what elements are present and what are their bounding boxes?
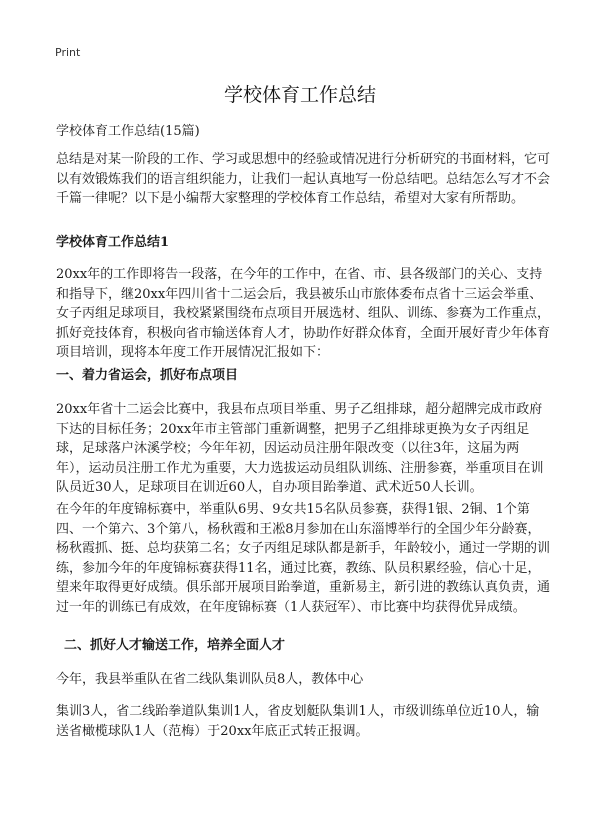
heading-2: 二、抓好人才输送工作，培养全面人才	[64, 638, 286, 653]
body-paragraph-3: 在今年的年度锦标赛中，举重队6男、9女共15名队员参赛，获得1银、2铜、1个第四、一个第六、3个第八，杨秋霞和王凇8月参加在山东淄博举行的全国少年分龄赛，杨秋霞抓、挺、总均获第二名；女子丙组足球队都是新手，年龄较小，通过一学期的训练，参加今年的年度锦标赛获得11名，通过比赛，教练、队员积累经验，信心十足，望来年取得更好成绩。俱乐部开展项目跆拳道，重新易主，新引进的教练认真负责，通过一年的训练已有成效，在年度锦标赛（1人获冠军）、市比赛中均获得优异成绩。	[56, 502, 551, 615]
print-link[interactable]: Print	[55, 46, 81, 59]
heading-1: 一、着力省运会，抓好布点项目	[56, 368, 239, 383]
body-paragraph-2: 20xx年省十二运会比赛中，我县布点项目举重、男子乙组排球，超分超牌完成市政府下达的目标任务；20xx年市主管部门重新调整，把男子乙组排球更换为女子丙组足球，足球落户沐溪学校；今年年初，因运动员注册年限改变（以往3年，这届为两年），运动员注册工作尤为重要，大力选拔运动员组队训练、注册参赛，举重项目在训队员近30人，足球项目在训近60人，自办项目跆拳道、武术近50人长训。	[56, 402, 544, 495]
body-paragraph-4: 今年，我县举重队在省二线队集训队员8人，教体中心	[56, 672, 364, 687]
body-paragraph-1: 20xx年的工作即将告一段落，在今年的工作中，在省、市、县各级部门的关心、支持和指导下，继20xx年四川省十二运会后，我县被乐山市旅体委布点省十三运会举重、女子丙组足球项目，我校紧紧围绕布点项目开展选材、组队、训练、参赛为工作重点，抓好竞技体育，积极向省市输送体育人才，协助作好群众体育，全面开展好青少年体育项目培训，现将本年度工作开展情况汇报如下：	[56, 267, 551, 360]
body-paragraph-5: 集训3人，省二线跆拳道队集训1人，省皮划艇队集训1人，市级训练单位近10人，输送省橄榄球队1人（范梅）于20xx年底正式转正报调。	[56, 704, 540, 739]
intro-paragraph: 总结是对某一阶段的工作、学习或思想中的经验或情况进行分析研究的书面材料，它可以有效锻炼我们的语言组织能力，让我们一起认真地写一份总结吧。总结怎么写才不会千篇一律呢？以下是小编帮大家整理的学校体育工作总结，希望对大家有所帮助。	[56, 152, 551, 206]
page-title: 学校体育工作总结	[223, 84, 376, 106]
section-heading: 学校体育工作总结1	[56, 235, 170, 250]
document-subtitle: 学校体育工作总结(15篇)	[56, 124, 200, 139]
